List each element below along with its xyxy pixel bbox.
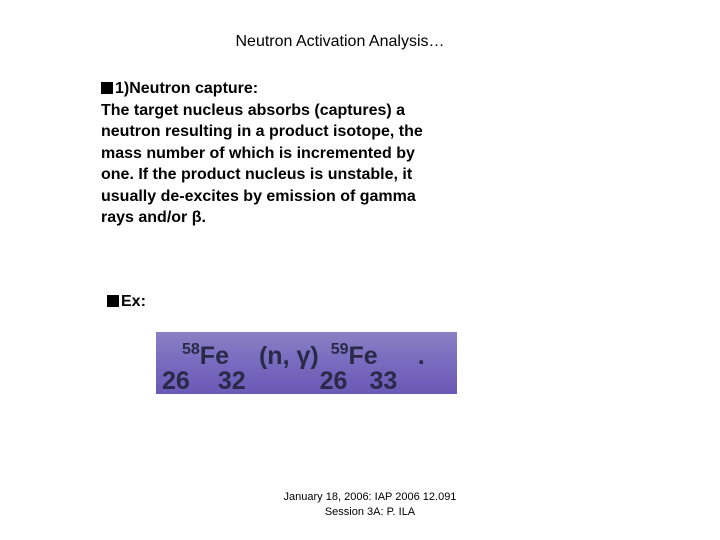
product-symbol: Fe — [348, 342, 378, 370]
target-atomic-number: 26 — [162, 367, 190, 395]
example-label: Ex: — [121, 293, 146, 310]
bullet-text-line: usually de-excites by emission of gamma — [101, 187, 416, 205]
bullet-heading: 1)Neutron capture: — [115, 80, 259, 97]
bullet-text-line: The target nucleus absorbs (captures) a — [101, 101, 406, 119]
product-mass-number: 59 — [330, 341, 349, 358]
target-neutron-number: 32 — [217, 367, 246, 395]
bullet-text-line: rays and/or β. — [101, 209, 206, 226]
bullet-text-line: mass number of which is incremented by — [101, 144, 415, 162]
slide-title: Neutron Activation Analysis… — [235, 33, 445, 50]
product-neutron-number: 33 — [369, 367, 398, 395]
square-bullet-icon — [101, 82, 113, 94]
reaction-notation: (n, γ) — [258, 342, 319, 370]
footer-session: Session 3A: P. ILA — [324, 506, 416, 518]
square-bullet-icon — [107, 295, 119, 307]
equation-bottom-row — [162, 368, 397, 394]
product-atomic-number: 26 — [319, 367, 348, 395]
bullet-text-line: neutron resulting in a product isotope, the — [101, 123, 423, 140]
bullet-example — [107, 291, 146, 312]
nuclear-reaction-equation — [156, 332, 457, 394]
bullet-heading-line — [101, 78, 481, 100]
footer-date-course: January 18, 2006: IAP 2006 12.091 — [283, 491, 457, 503]
target-mass-number: 58 — [182, 341, 200, 358]
equation-end-mark: . — [417, 342, 425, 370]
bullet-neutron-capture — [101, 78, 481, 229]
bullet-text-line: one. If the product nucleus is unstable, it — [101, 166, 413, 183]
equation-top-row — [164, 336, 425, 370]
slide-footer — [250, 490, 490, 520]
target-symbol: Fe — [199, 342, 229, 370]
